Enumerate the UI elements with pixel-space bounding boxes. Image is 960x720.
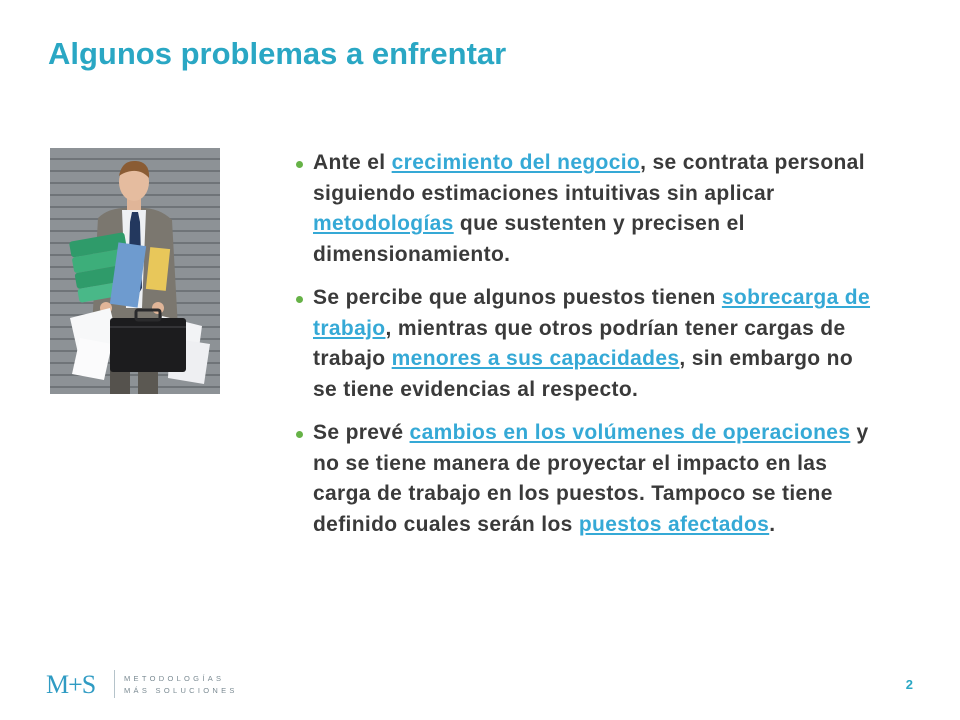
link-metodologias[interactable]: metodologías [313, 212, 454, 235]
link-crecimiento-del-negocio[interactable]: crecimiento del negocio [391, 151, 641, 174]
slide-title: Algunos problemas a enfrentar [48, 36, 507, 71]
text-segment: , se contrata personal siguiendo estimaciones intuitivas sin aplicar [313, 151, 865, 205]
logo-tagline-2: MÁS SOLUCIONES [124, 686, 238, 695]
overloaded-businessman-photo [50, 148, 220, 394]
text-segment: que sustenten y precisen el dimensionamiento. [313, 212, 745, 266]
logo-mark: M+S [46, 670, 96, 699]
bullet-dot-icon [296, 431, 303, 438]
text-segment: Se prevé [313, 421, 410, 444]
bullet-item [296, 148, 876, 270]
logo-divider [114, 670, 115, 698]
bullet-text [313, 286, 870, 401]
bullet-item [296, 283, 876, 405]
logo-tagline-1: METODOLOGÍAS [124, 674, 225, 683]
bullet-text [313, 421, 869, 536]
bullet-dot-icon [296, 296, 303, 303]
bullet-item [296, 418, 876, 540]
link-menores-a-sus-capacidades[interactable]: menores a sus capacidades [391, 347, 680, 370]
link-cambios-en-los-volumenes[interactable]: cambios en los volúmenes de operaciones [409, 421, 851, 444]
bullet-dot-icon [296, 161, 303, 168]
text-segment: . [769, 512, 776, 536]
text-segment: , mientras que otros podrían tener cargas de trabajo [313, 316, 846, 370]
text-segment: Se percibe que algunos puestos tienen [313, 286, 722, 309]
text-segment: , sin embargo no se tiene evidencias al respecto. [313, 347, 854, 401]
bullet-text [313, 151, 865, 266]
link-puestos-afectados[interactable]: puestos afectados [578, 512, 770, 536]
company-logo [46, 668, 246, 702]
link-sobrecarga-de-trabajo[interactable]: sobrecarga de trabajo [313, 286, 871, 340]
bullet-list [296, 148, 876, 553]
text-segment: Ante el [313, 151, 392, 174]
page-number: 2 [905, 677, 913, 692]
text-segment: y no se tiene manera de proyectar el impacto en las carga de trabajo en los puestos. Tampoco se tiene definido cuales serán los [313, 421, 869, 536]
